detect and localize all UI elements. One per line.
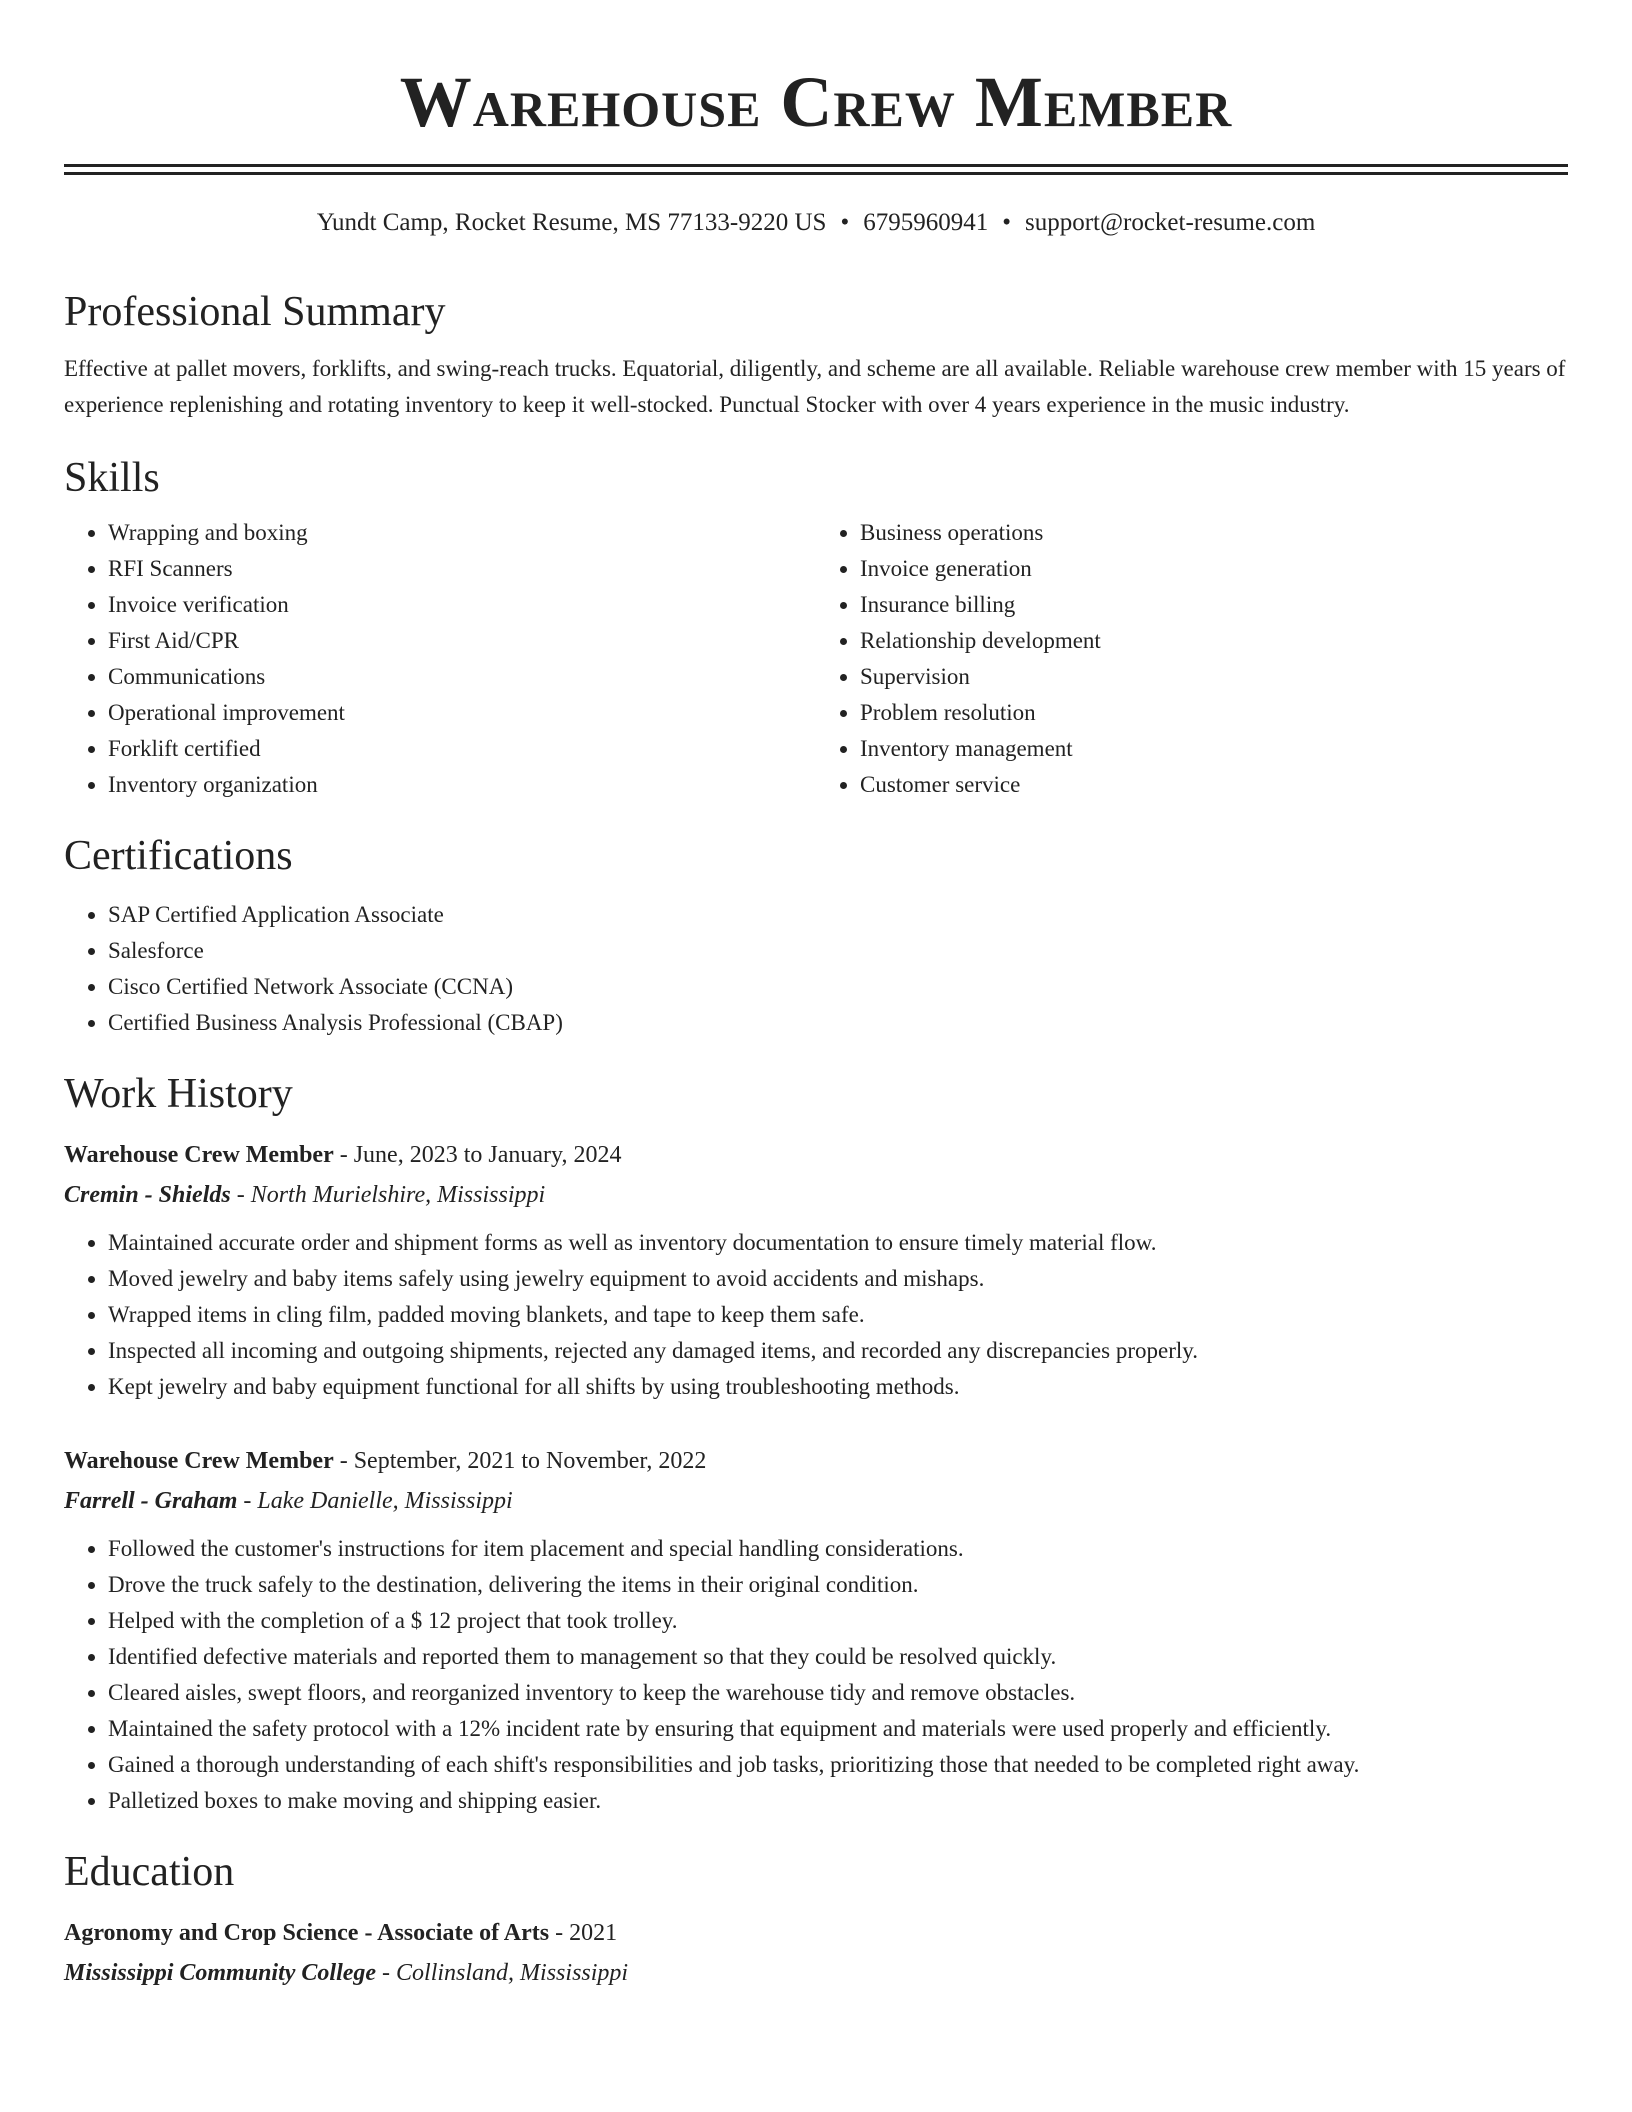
skill-item: • Communications <box>108 659 816 695</box>
degree-year: - 2021 <box>549 1920 618 1946</box>
certification-item: • Salesforce <box>108 933 1568 969</box>
job-bullet: • Identified defective materials and reported them to management so that they could be resolved quickly. <box>108 1639 1568 1675</box>
skill-item: • Business operations <box>860 515 1568 551</box>
skill-item: • Invoice generation <box>860 551 1568 587</box>
school-location: - Collinsland, Mississippi <box>376 1960 629 1986</box>
job-bullet: • Followed the customer's instructions for item placement and special handling considerations. <box>108 1531 1568 1567</box>
certification-item: • SAP Certified Application Associate <box>108 897 1568 933</box>
skills-left-list <box>64 515 816 803</box>
skill-item: • Relationship development <box>860 623 1568 659</box>
summary-heading: Professional Summary <box>64 289 446 335</box>
work-history-heading: Work History <box>64 1071 293 1117</box>
job-bullet: • Helped with the completion of a $ 12 project that took trolley. <box>108 1603 1568 1639</box>
skill-item: • Customer service <box>860 767 1568 803</box>
degree-line <box>64 1913 1568 1953</box>
contact-line <box>64 205 1568 241</box>
job-bullet: • Inspected all incoming and outgoing shipments, rejected any damaged items, and recorded any discrepancies properly. <box>108 1333 1568 1369</box>
education-heading: Education <box>64 1849 235 1895</box>
employer-location: - North Murielshire, Mississippi <box>230 1182 546 1208</box>
degree-name: Agronomy and Crop Science - Associate of Arts <box>64 1920 550 1946</box>
resume-title: Warehouse Crew Member <box>399 62 1233 142</box>
job-bullet: • Gained a thorough understanding of each shift's responsibilities and job tasks, prioritizing those that needed to be completed right away. <box>108 1747 1568 1783</box>
skill-item: • Insurance billing <box>860 587 1568 623</box>
contact-separator: • <box>1002 209 1011 236</box>
job-dates: - June, 2023 to January, 2024 <box>333 1142 622 1168</box>
skill-item: • First Aid/CPR <box>108 623 816 659</box>
skill-item: • Forklift certified <box>108 731 816 767</box>
employer-name: Cremin - Shields <box>64 1182 231 1208</box>
employer-name: Farrell - Graham <box>64 1488 238 1514</box>
skills-right-list <box>816 515 1568 803</box>
job-bullets <box>64 1225 1568 1405</box>
job-dates: - September, 2021 to November, 2022 <box>333 1448 707 1474</box>
skill-item: • Supervision <box>860 659 1568 695</box>
skills-columns <box>64 515 1568 803</box>
school-name: Mississippi Community College <box>64 1960 377 1986</box>
job-bullet: • Maintained the safety protocol with a 12% incident rate by ensuring that equipment and materials were used properly and efficiently. <box>108 1711 1568 1747</box>
job-bullet: • Palletized boxes to make moving and shipping easier. <box>108 1783 1568 1819</box>
certifications-list <box>64 897 1568 1041</box>
contact-email: support@rocket-resume.com <box>1024 209 1316 236</box>
job-bullet: • Cleared aisles, swept floors, and reorganized inventory to keep the warehouse tidy and remove obstacles. <box>108 1675 1568 1711</box>
employer-line <box>64 1175 1568 1215</box>
employer-line <box>64 1481 1568 1521</box>
job-bullets <box>64 1531 1568 1819</box>
skill-item: • RFI Scanners <box>108 551 816 587</box>
job-entry <box>64 1441 1568 1819</box>
job-bullet: • Moved jewelry and baby items safely using jewelry equipment to avoid accidents and mishaps. <box>108 1261 1568 1297</box>
job-title-line <box>64 1441 1568 1481</box>
job-bullet: • Drove the truck safely to the destination, delivering the items in their original condition. <box>108 1567 1568 1603</box>
certifications-heading: Certifications <box>64 833 293 879</box>
job-title-line <box>64 1135 1568 1175</box>
skill-item: • Operational improvement <box>108 695 816 731</box>
school-line <box>64 1953 1568 1993</box>
contact-separator: • <box>840 209 850 236</box>
summary-text: Effective at pallet movers, forklifts, and swing-reach trucks. Equatorial, diligently, and scheme are all available. Reliable warehouse crew member with 15 years of experience replenishing and rotating inventory to keep it well-stocked. Punctual Stocker with over 4 years experience in the music industry. <box>64 356 1566 417</box>
certification-item: • Cisco Certified Network Associate (CCNA) <box>108 969 1568 1005</box>
skill-item: • Inventory organization <box>108 767 816 803</box>
job-bullet: • Wrapped items in cling film, padded moving blankets, and tape to keep them safe. <box>108 1297 1568 1333</box>
employer-location: - Lake Danielle, Mississippi <box>237 1488 513 1514</box>
education-entry <box>64 1913 1568 1993</box>
title-double-rule <box>64 164 1568 175</box>
job-bullet: • Maintained accurate order and shipment forms as well as inventory documentation to ensure timely material flow. <box>108 1225 1568 1261</box>
contact-address: Yundt Camp, Rocket Resume, MS 77133-9220 US <box>316 209 827 236</box>
job-title: Warehouse Crew Member <box>64 1142 334 1168</box>
skill-item: • Inventory management <box>860 731 1568 767</box>
certification-item: • Certified Business Analysis Professional (CBAP) <box>108 1005 1568 1041</box>
contact-phone: 6795960941 <box>863 209 989 236</box>
skill-item: • Problem resolution <box>860 695 1568 731</box>
skills-heading: Skills <box>64 455 160 501</box>
skill-item: • Invoice verification <box>108 587 816 623</box>
job-entry <box>64 1135 1568 1405</box>
skill-item: • Wrapping and boxing <box>108 515 816 551</box>
job-title: Warehouse Crew Member <box>64 1448 334 1474</box>
job-bullet: • Kept jewelry and baby equipment functional for all shifts by using troubleshooting methods. <box>108 1369 1568 1405</box>
